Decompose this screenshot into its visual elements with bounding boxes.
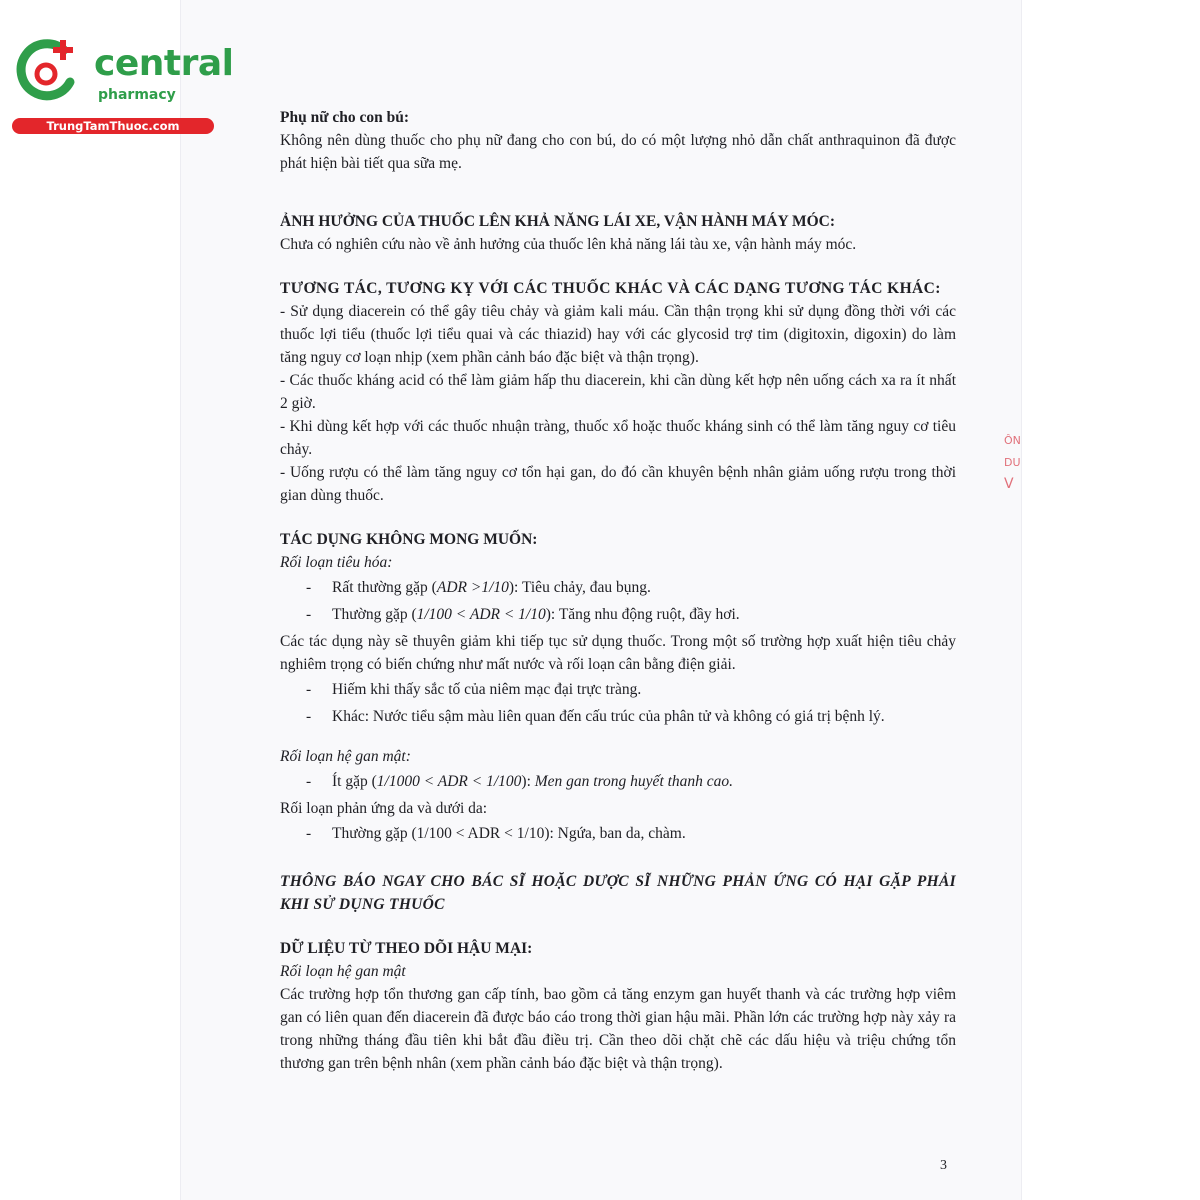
page-number: 3 [940, 1158, 947, 1173]
logo-subtitle: pharmacy [98, 87, 176, 103]
interaction-item: - Các thuốc kháng acid có thể làm giảm hấp thu diacerein, khi cần dùng kết hợp nên uống cách xa ra ít nhất 2 giờ. [280, 372, 956, 412]
list-item: - Thường gặp (1/100 < ADR < 1/10): Tăng nhu động ruột, đầy hơi. [280, 603, 956, 626]
paragraph-breastfeeding: Không nên dùng thuốc cho phụ nữ đang cho con bú, do có một lượng nhỏ dẫn chất anthraquinon đã được phát hiện bài tiết qua sữa mẹ. [280, 132, 956, 172]
list-item: - Rất thường gặp (ADR >1/10): Tiêu chảy, đau bụng. [280, 576, 956, 599]
logo-url-badge[interactable]: TrungTamThuoc.com [12, 118, 214, 134]
section-heading-breastfeeding: Phụ nữ cho con bú: [280, 109, 410, 126]
paragraph-side-effects: Các tác dụng này sẽ thuyên giảm khi tiếp tục sử dụng thuốc. Trong một số trường hợp xuất hiện tiêu chảy nghiêm trọng có biến chứng như mất nước và rối loạn cân bằng điện giải. [280, 633, 956, 673]
central-pharmacy-logo[interactable] [8, 36, 234, 136]
hepatobiliary-list [280, 770, 956, 793]
paragraph-driving: Chưa có nghiên cứu nào về ảnh hưởng của thuốc lên khả năng lái tàu xe, vận hành máy móc. [280, 236, 857, 253]
skin-list [280, 822, 956, 845]
interaction-item: - Khi dùng kết hợp với các thuốc nhuận tràng, thuốc xổ hoặc thuốc kháng sinh có thể làm tăng nguy cơ tiêu chảy. [280, 418, 956, 458]
list-item: - Thường gặp (1/100 < ADR < 1/10): Ngứa, ban da, chàm. [280, 822, 956, 845]
document-body [280, 106, 956, 1075]
section-heading-driving: ẢNH HƯỞNG CỦA THUỐC LÊN KHẢ NĂNG LÁI XE, VẬN HÀNH MÁY MÓC: [280, 213, 835, 230]
subheading-skin: Rối loạn phản ứng da và dưới da: [280, 800, 488, 817]
logo-brand: central [94, 43, 234, 84]
red-stamp-fragment: ÔN DU V [1004, 434, 1021, 492]
subheading-hepatobiliary: Rối loạn hệ gan mật: [280, 748, 411, 765]
interaction-item: - Uống rượu có thể làm tăng nguy cơ tổn hại gan, do đó cần khuyên bệnh nhân giảm uống rượu trong thời gian dùng thuốc. [280, 464, 956, 504]
digestive-list [280, 576, 956, 626]
list-item: - Khác: Nước tiểu sậm màu liên quan đến cấu trúc của phân tử và không có giá trị bệnh lý. [280, 705, 956, 728]
section-heading-side-effects: TÁC DỤNG KHÔNG MONG MUỐN: [280, 531, 538, 548]
other-effects-list [280, 678, 956, 728]
notice-heading: THÔNG BÁO NGAY CHO BÁC SĨ HOẶC DƯỢC SĨ NHỮNG PHẢN ỨNG CÓ HẠI GẶP PHẢI KHI SỬ DỤNG THUỐC [280, 873, 956, 913]
subheading-postmarketing: Rối loạn hệ gan mật [280, 963, 406, 980]
list-item: - Hiếm khi thấy sắc tố của niêm mạc đại trực tràng. [280, 678, 956, 701]
subheading-digestive: Rối loạn tiêu hóa: [280, 554, 393, 571]
section-heading-interactions: TƯƠNG TÁC, TƯƠNG KỴ VỚI CÁC THUỐC KHÁC VÀ CÁC DẠNG TƯƠNG TÁC KHÁC: [280, 280, 941, 297]
list-item: - Ít gặp (1/1000 < ADR < 1/100): Men gan trong huyết thanh cao. [280, 770, 956, 793]
section-heading-postmarketing: DỮ LIỆU TỪ THEO DÕI HẬU MẠI: [280, 940, 533, 957]
pharmacy-cross-icon [10, 36, 82, 108]
interaction-item: - Sử dụng diacerein có thể gây tiêu chảy và giảm kali máu. Cần thận trọng khi sử dụng đồng thời với các thuốc lợi tiểu (thuốc lợi tiểu quai và các thiazid) hay với các glycosid trợ tim (digitoxin, digoxin) do làm tăng nguy cơ loạn nhịp (xem phần cảnh báo đặc biệt và thận trọng). [280, 303, 956, 366]
paragraph-postmarketing: Các trường hợp tổn thương gan cấp tính, bao gồm cả tăng enzym gan huyết thanh và các trường hợp viêm gan có liên quan đến diacerein đã được báo cáo trong thời gian hậu mãi. Phần lớn các trường hợp này xảy ra trong những tháng đầu tiên khi bắt đầu điều trị. Cần theo dõi chặt chẽ các dấu hiệu và triệu chứng tổn thương gan trên bệnh nhân (xem phần cảnh báo đặc biệt và thận trọng). [280, 986, 956, 1072]
